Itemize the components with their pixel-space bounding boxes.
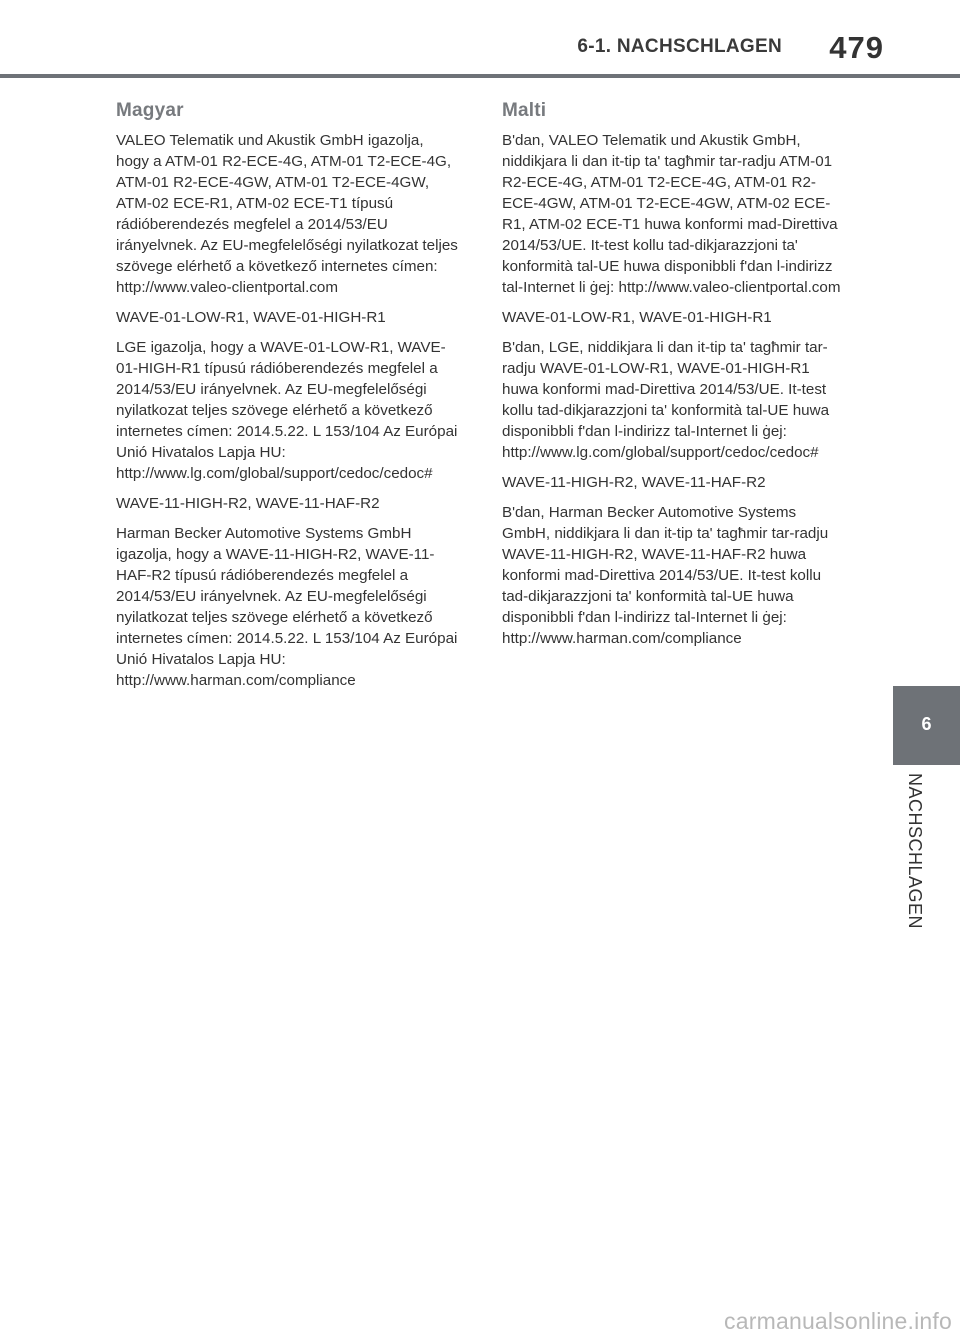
paragraph: B'dan, Harman Becker Automotive Systems GmbH, niddikjara li dan it-tip ta' tagħmir tar-radju WAVE-11-HIGH-R2, WAVE-11-HAF-R2 huwa konformi mad-Direttiva 2014/53/UE. It-test kollu tad-dikjarazzjoni ta' konformità tal-UE huwa disponibbli f'dan l-indirizz tal-Internet li ġej: http://www.harman.com/compliance [502, 504, 829, 647]
paragraph: LGE igazolja, hogy a WAVE-01-LOW-R1, WAVE-01-HIGH-R1 típusú rádióberendezés megfelel a 2014/53/EU irányelvnek. Az EU-megfelelőségi nyilatkozat teljes szövege elérhető a következő internetes címen: 2014.5.22. L 153/104 Az Európai Unió Hivatalos Lapja HU: http://www.lg.com/global/support/cedoc/cedoc# [116, 339, 458, 482]
right-column-malti [502, 100, 848, 658]
header-divider [0, 74, 960, 78]
paragraph: B'dan, LGE, niddikjara li dan it-tip ta' tagħmir tar-radju WAVE-01-LOW-R1, WAVE-01-HIGH-R1 huwa konformi mad-Direttiva 2014/53/UE. It-test kollu tad-dikjarazzjoni ta' konformità tal-UE huwa disponibbli f'dan l-indirizz tal-Internet li ġej: http://www.lg.com/global/support/cedoc/cedoc# [502, 339, 830, 461]
left-column-magyar [116, 100, 460, 700]
paragraph: WAVE-11-HIGH-R2, WAVE-11-HAF-R2 [116, 495, 380, 512]
chapter-side-label-text: NACHSCHLAGEN [905, 773, 925, 930]
chapter-tab-number: 6 [921, 714, 932, 734]
paragraph: WAVE-11-HIGH-R2, WAVE-11-HAF-R2 [502, 474, 766, 491]
paragraph: VALEO Telematik und Akustik GmbH igazolja, hogy a ATM-01 R2-ECE-4G, ATM-01 T2-ECE-4G, ATM-01 R2-ECE-4GW, ATM-01 T2-ECE-4GW, ATM-02 ECE-R1, ATM-02 ECE-T1 típusú rádióberendezés megfelel a 2014/53/EU irányelvnek. Az EU-megfelelőségi nyilatkozat teljes szövege elérhető a következő internetes címen: http://www.valeo-clientportal.com [116, 132, 458, 296]
page-number: 479 [829, 30, 884, 65]
page-header [0, 0, 960, 80]
paragraph: WAVE-01-LOW-R1, WAVE-01-HIGH-R1 [116, 309, 386, 326]
watermark: carmanualsonline.info [724, 1308, 952, 1334]
chapter-title: 6-1. NACHSCHLAGEN [577, 36, 782, 57]
paragraph: WAVE-01-LOW-R1, WAVE-01-HIGH-R1 [502, 309, 772, 326]
paragraph: Harman Becker Automotive Systems GmbH igazolja, hogy a WAVE-11-HIGH-R2, WAVE-11-HAF-R2 típusú rádióberendezés megfelel a 2014/53/EU irányelvnek. Az EU-megfelelőségi nyilatkozat teljes szövege elérhető a következő internetes címen: 2014.5.22. L 153/104 Az Európai Unió Hivatalos Lapja HU: http://www.harman.com/compliance [116, 525, 458, 689]
chapter-side-label [897, 773, 937, 943]
section-heading-magyar: Magyar [116, 100, 184, 121]
section-heading-malti: Malti [502, 100, 547, 121]
paragraph: B'dan, VALEO Telematik und Akustik GmbH, niddikjara li dan it-tip ta' tagħmir tar-radju ATM-01 R2-ECE-4G, ATM-01 T2-ECE-4G, ATM-01 R2-ECE-4GW, ATM-01 T2-ECE-4GW, ATM-02 ECE-R1, ATM-02 ECE-T1 huwa konformi mad-Direttiva 2014/53/UE. It-test kollu tad-dikjarazzjoni ta' konformità tal-UE huwa disponibbli f'dan l-indirizz tal-Internet li ġej: http://www.valeo-clientportal.com [502, 132, 841, 296]
chapter-tab [893, 686, 960, 765]
